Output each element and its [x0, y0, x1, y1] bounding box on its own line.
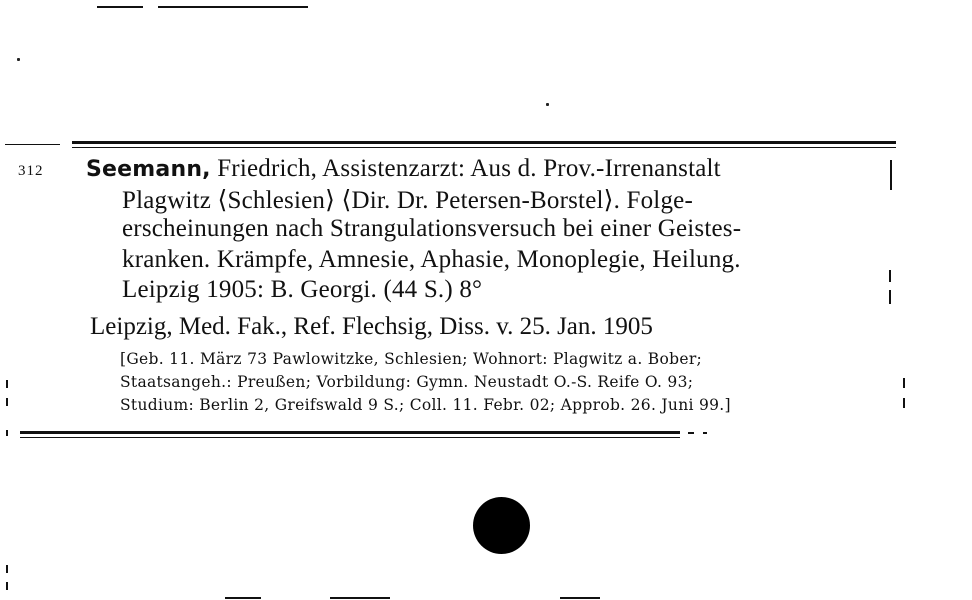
right-margin-dot: [903, 398, 905, 408]
author-name: Seemann,: [86, 157, 211, 182]
left-margin-dot: [6, 380, 8, 388]
entry-line-3: erscheinungen nach Strangulationsversuch bei einer Geistes-: [122, 215, 742, 242]
entry-line-4: kranken. Krämpfe, Amnesie, Aphasie, Monoplegie, Heilung.: [122, 246, 741, 273]
entry-line-1: [86, 155, 721, 183]
upper-rule-thin: [72, 147, 896, 148]
left-margin-dot: [6, 582, 8, 590]
speck: [17, 58, 20, 61]
bottom-rule-fragment: [330, 597, 390, 599]
right-margin-dot: [903, 378, 905, 388]
lower-rule-dash: [688, 432, 694, 434]
bio-line-2: Staatsangeh.: Preußen; Vorbildung: Gymn. Neustadt O.-S. Reife O. 93;: [120, 373, 694, 391]
bottom-rule-fragment: [560, 597, 600, 599]
speck: [546, 103, 549, 106]
bottom-rule-fragment: [225, 597, 261, 599]
right-margin-dot: [889, 270, 891, 282]
bio-line-1: [Geb. 11. März 73 Pawlowitzke, Schlesien; Wohnort: Plagwitz a. Bober;: [120, 350, 703, 368]
upper-rule-dashes: [5, 144, 60, 145]
lower-rule-dash: [703, 432, 707, 434]
bio-line-3: Studium: Berlin 2, Greifswald 9 S.; Coll. 11. Febr. 02; Approb. 26. Juni 99.]: [120, 396, 731, 414]
left-margin-dot: [6, 398, 8, 406]
top-rule-fragment: [97, 6, 143, 8]
lower-rule-thin: [20, 437, 680, 438]
lower-rule: [20, 431, 680, 434]
upper-rule: [72, 141, 896, 144]
faculty-line: Leipzig, Med. Fak., Ref. Flechsig, Diss. v. 25. Jan. 1905: [90, 313, 653, 340]
entry-line-1-text: Friedrich, Assistenzarzt: Aus d. Prov.-Irrenanstalt: [210, 155, 721, 182]
top-rule-fragment: [158, 6, 308, 8]
right-margin-bar: [890, 160, 892, 190]
right-margin-dot: [889, 290, 891, 304]
entry-line-2: Plagwitz ⟨Schlesien⟩ ⟨Dir. Dr. Petersen-Borstel⟩. Folge-: [122, 187, 693, 214]
entry-number: 312: [18, 163, 44, 179]
left-margin-dot: [6, 430, 8, 436]
entry-line-5: Leipzig 1905: B. Georgi. (44 S.) 8°: [122, 276, 483, 303]
left-margin-dot: [6, 565, 8, 573]
punch-hole: [473, 497, 530, 554]
